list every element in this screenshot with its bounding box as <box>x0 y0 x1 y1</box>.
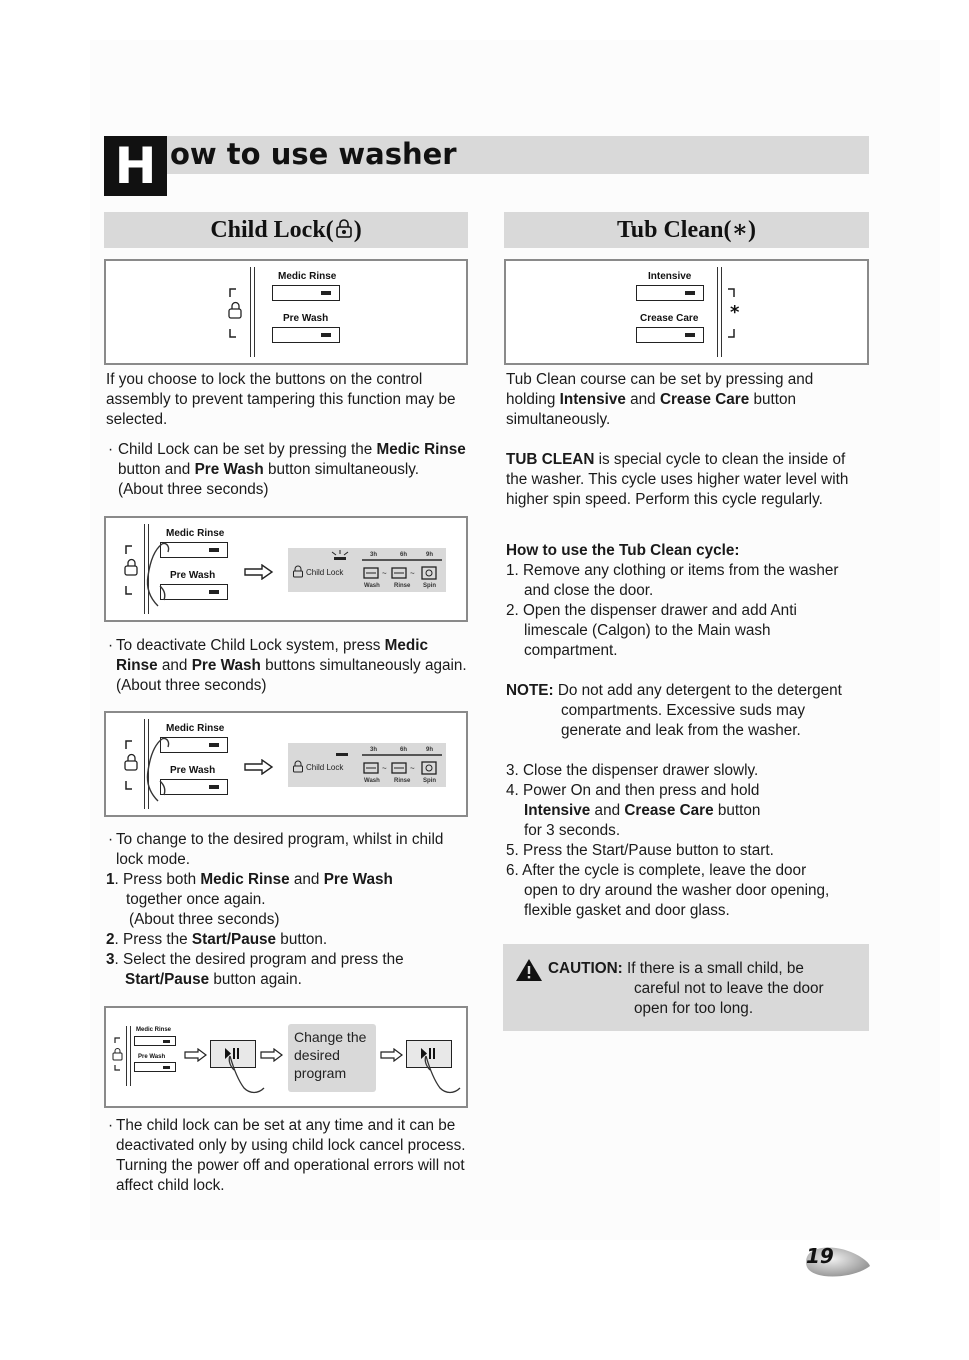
header-initial-letter: H <box>104 136 167 196</box>
medic-rinse-label: Medic Rinse <box>278 271 337 282</box>
pre-wash-button[interactable] <box>272 327 340 343</box>
tub-clean-intro: Tub Clean course can be set by pressing and holding Intensive and Crease Care button simultaneously. <box>506 371 814 428</box>
child-lock-panel <box>104 259 468 365</box>
intensive-label: Intensive <box>648 271 692 282</box>
change-program-note: Change the desired program <box>288 1024 376 1092</box>
right-arrow-icon <box>380 1048 404 1062</box>
panel-divider <box>126 1026 131 1086</box>
tub-clean-heading <box>504 212 869 248</box>
hand-pointer-icon <box>136 727 176 807</box>
spin-label: Spin <box>423 583 436 589</box>
tub-clean-title: Tub Clean( <box>616 217 732 243</box>
change-program-diagram <box>104 1006 468 1108</box>
caution-box <box>503 944 869 1031</box>
crease-care-button[interactable] <box>636 327 704 343</box>
tub-clean-description: TUB CLEAN is special cycle to clean the inside of the washer. This cycle uses higher water level with higher spin speed. Perform this cycle regularly. <box>506 451 849 508</box>
time-3h: 3h <box>370 552 378 558</box>
tub-clean-panel <box>504 259 869 365</box>
progress-line <box>362 754 442 756</box>
time-3h: 3h <box>370 747 378 753</box>
intensive-button[interactable] <box>636 285 704 301</box>
child-lock-bullet-4: · The child lock can be set at any time and it can be deactivated only by using child lock cancel process. Turning the power off and operational errors will not affect child lock. <box>108 1117 466 1194</box>
time-9h: 9h <box>426 552 434 558</box>
pre-wash-label: Pre Wash <box>138 1054 166 1060</box>
time-6h: 6h <box>400 747 408 753</box>
pre-wash-label: Pre Wash <box>170 765 216 776</box>
warning-icon <box>515 958 543 982</box>
right-arrow-icon <box>244 759 274 775</box>
child-lock-steps: 1. Press both Medic Rinse and Pre Wash together once again. (About three seconds) 2. Press the Start/Pause button. 3. Select the desired program and press the Start/Pause button again. <box>106 871 404 988</box>
rinse-label: Rinse <box>394 583 411 589</box>
howto-title: How to use the Tub Clean cycle: <box>506 542 740 559</box>
bracket-icon <box>224 283 244 343</box>
caution-text: CAUTION: If there is a small child, be careful not to leave the door open for too long. <box>548 960 824 1017</box>
blink-indicator-icon <box>330 550 350 564</box>
wash-rinse-spin-icons <box>362 565 444 581</box>
lcd-display <box>288 548 446 592</box>
wash-label: Wash <box>364 778 380 784</box>
hand-pointer-icon <box>136 532 176 612</box>
child-lock-intro: If you choose to lock the buttons on the control assembly to prevent tampering this function may be selected. <box>106 371 456 428</box>
medic-rinse-button[interactable] <box>272 285 340 301</box>
tub-clean-steps: 3. Close the dispenser drawer slowly. 4. Power On and then press and hold Intensive and Crease Care button for 3 seconds. 5. Press the Start/Pause button to start. 6. After the cycle is complete, leave the door open to dry around the washer door opening, flexible gasket and door glass. <box>506 762 830 919</box>
tub-clean-title-close: ) <box>748 217 757 243</box>
svg-text:~: ~ <box>382 764 387 773</box>
medic-rinse-button[interactable] <box>134 1036 176 1046</box>
crease-care-label: Crease Care <box>640 313 699 324</box>
right-arrow-icon <box>184 1048 208 1062</box>
page-title: ow to use washer <box>170 137 457 171</box>
pre-wash-button[interactable] <box>134 1062 176 1072</box>
svg-text:~: ~ <box>410 569 415 578</box>
child-lock-bullet-1: · Child Lock can be set by pressing the Medic Rinse button and Pre Wash button simultaneously. (About three seconds) <box>108 441 466 498</box>
child-lock-bullet-3: · To change to the desired program, whilst in child lock mode. <box>108 831 444 868</box>
star-bracket-icon <box>726 283 746 343</box>
wash-label: Wash <box>364 583 380 589</box>
panel-divider <box>250 267 255 357</box>
pre-wash-label: Pre Wash <box>170 570 216 581</box>
spin-label: Spin <box>423 778 436 784</box>
child-lock-indicator: Child Lock <box>306 763 344 772</box>
medic-rinse-label: Medic Rinse <box>166 723 225 734</box>
progress-line <box>362 559 442 561</box>
bracket-icon <box>110 1034 124 1074</box>
medic-rinse-label: Medic Rinse <box>136 1027 172 1033</box>
svg-text:*: * <box>730 302 740 323</box>
medic-rinse-label: Medic Rinse <box>166 528 225 539</box>
page-number: 19 <box>806 1244 834 1268</box>
star-icon: ∗ <box>731 217 749 243</box>
tub-clean-note: NOTE: Do not add any detergent to the detergent compartments. Excessive suds may generate and leak from the washer. <box>506 682 842 739</box>
lcd-display <box>288 743 446 787</box>
child-lock-title: Child Lock( <box>210 217 334 243</box>
wash-rinse-spin-icons <box>362 760 444 776</box>
child-lock-icon <box>292 566 304 578</box>
child-lock-icon <box>334 218 354 240</box>
time-6h: 6h <box>400 552 408 558</box>
svg-text:~: ~ <box>410 764 415 773</box>
right-arrow-icon <box>260 1048 284 1062</box>
child-lock-title-close: ) <box>353 217 362 243</box>
tub-clean-howto: How to use the Tub Clean cycle: 1. Remove any clothing or items from the washer and close the door. 2. Open the dispenser drawer and add Anti limescale (Calgon) to the Main wash compartment. <box>506 542 839 659</box>
rinse-label: Rinse <box>394 778 411 784</box>
right-arrow-icon <box>244 564 274 580</box>
child-lock-heading <box>104 212 468 248</box>
pre-wash-label: Pre Wash <box>283 313 329 324</box>
time-9h: 9h <box>426 747 434 753</box>
child-lock-release-diagram <box>104 711 468 817</box>
panel-divider <box>717 267 722 357</box>
child-lock-bullet-2: · To deactivate Child Lock system, press Medic Rinse and Pre Wash buttons simultaneously again. (About three seconds) <box>108 637 467 694</box>
indicator-bar <box>336 753 348 756</box>
child-lock-icon <box>292 761 304 773</box>
child-lock-set-diagram <box>104 516 468 622</box>
hand-pointer-icon <box>420 1052 466 1098</box>
child-lock-indicator: Child Lock <box>306 568 344 577</box>
svg-text:~: ~ <box>382 569 387 578</box>
